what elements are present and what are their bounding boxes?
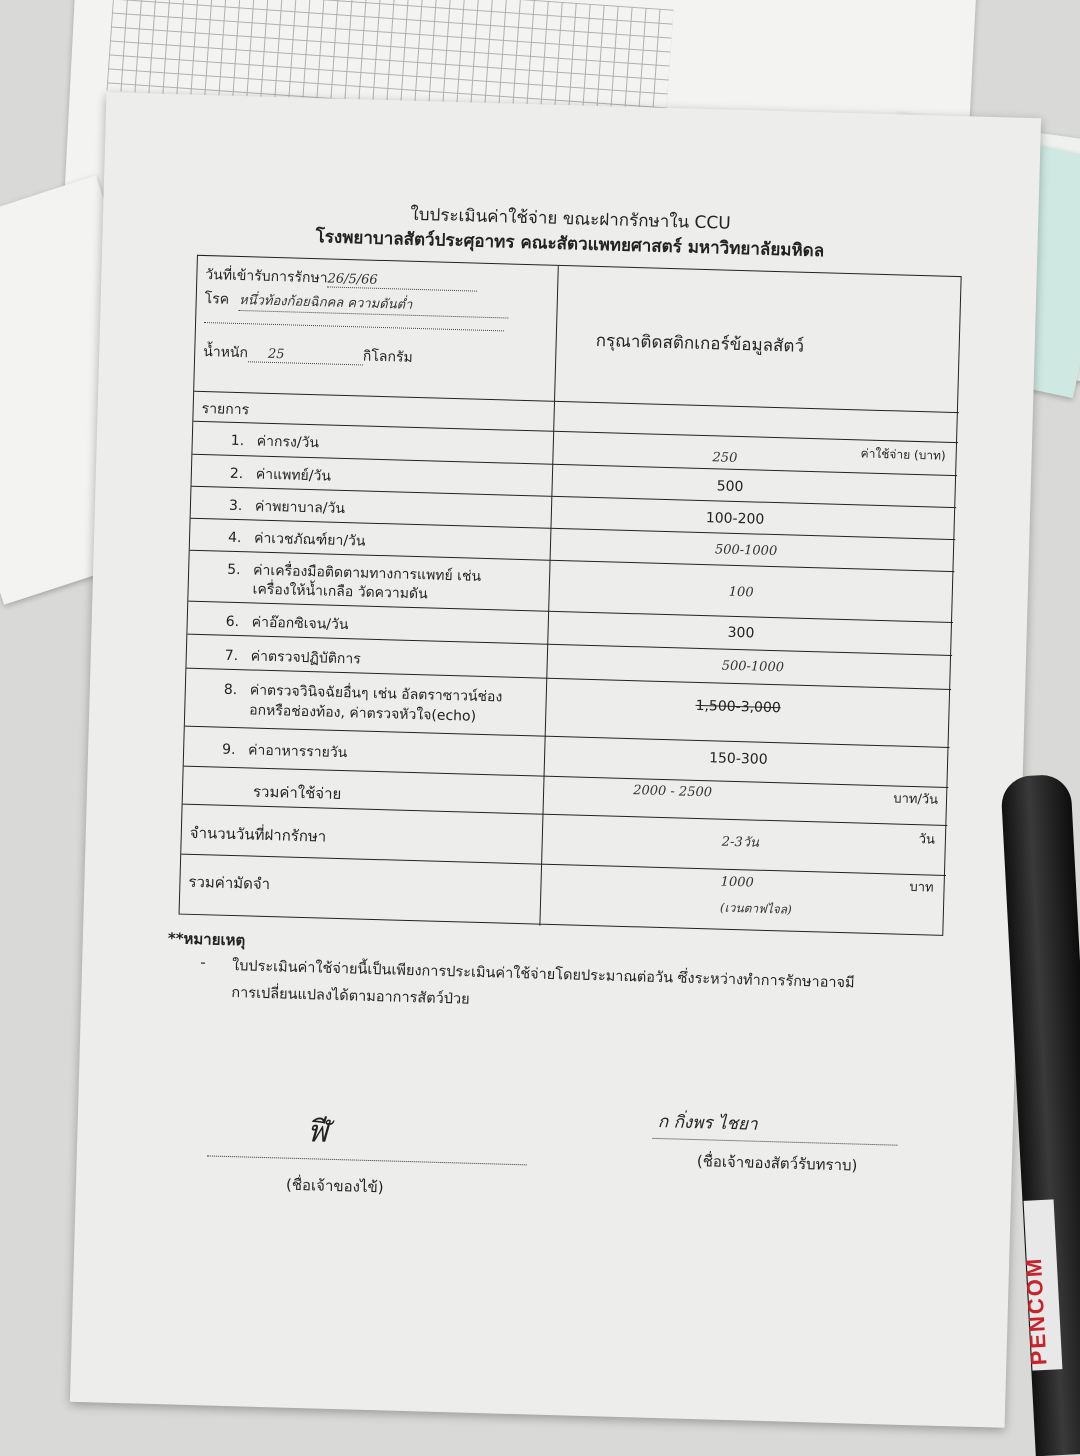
disease-value: หนึ่วท้องก้อยฉิกคล ความดันต่ำ [239,289,510,319]
total-unit: บาท/วัน [893,791,939,808]
left-signature-line [207,1155,527,1165]
item-cost: 500-1000 [721,658,785,676]
remarks-line2: การเปลี่ยนแปลงได้ตามอาการสัตว์ป่วย [231,985,470,1008]
weight-unit: กิโลกรัม [362,348,413,366]
cost-form-table [179,255,962,936]
cost-estimate-document [70,92,1041,1428]
total-label: รวมค่าใช้จ่าย [252,782,342,804]
days-unit: วัน [918,832,936,848]
right-signature: ก กิ่งพร ไชยา [657,1112,758,1135]
list-item: 3. ค่าพยาบาล/วัน [228,497,346,518]
list-item: 2. ค่าแพทย์/วัน [229,465,332,485]
left-signature-caption: (ชื่อเจ้าของไข้) [285,1175,384,1197]
deposit-note: (เวนตาฟไจล) [719,900,792,917]
list-item: 7. ค่าตรวจปฏิบัติการ [224,647,361,668]
list-item: 4. ค่าเวชภัณฑ์ยา/วัน [227,529,366,550]
list-item-line2: อกหรือช่องท้อง, ค่าตรวจหัวใจ(echo) [249,702,477,725]
remarks-heading: **หมายเหตุ [167,929,246,950]
hospital-name: โรงพยาบาลสัตว์ประศุอาทร คณะสัตวแพทยศาสตร์ มหาวิทยาลัยมหิดล [315,227,825,262]
list-item: 5. ค่าเครื่องมือติดตามทางการแพทย์ เช่น [226,561,482,585]
days-value: 2-3วัน [721,834,760,851]
item-cost: 300 [727,624,755,642]
deposit-label: รวมค่ามัดจำ [188,872,271,894]
remarks-bullet: - [199,953,206,972]
item-cost: 500 [716,478,744,496]
item-cost: 100 [728,584,754,601]
list-item: 1. ค่ากรง/วัน [230,432,320,452]
remarks-line1: ใบประเมินค่าใช้จ่ายนี้เป็นเพียงการประเมินค่าใช้จ่ายโดยประมาณต่อวัน ซึ่งระหว่างทำการรักษาอาจมี [231,958,855,992]
list-item: 9. ค่าอาหารรายวัน [221,741,348,762]
item-cost: 250 [712,450,738,466]
disease-label: โรค [204,291,230,308]
cost-header: ค่าใช้จ่าย (บาท) [860,446,946,463]
weight-label: น้ำหนัก [203,344,249,362]
weight-value: 25 [248,346,363,365]
document-title: ใบประเมินค่าใช้จ่าย ขณะฝากรักษาใน CCU [410,204,732,234]
total-value: 2000 - 2500 [632,783,713,801]
sticker-placeholder: กรุณาติดสติกเกอร์ข้อมูลสัตว์ [595,330,805,357]
left-signature: ฬี [307,1114,329,1150]
admit-date-value: 26/5/66 [327,271,477,291]
right-signature-line [652,1138,897,1146]
days-label: จำนวนวันที่ฝากรักษา [189,823,327,846]
item-cost: 100-200 [705,510,765,528]
item-cost: 1,500-3,000 [695,697,781,717]
list-item-line2: เครื่องให้น้ำเกลือ วัดความดัน [252,581,428,603]
right-signature-caption: (ชื่อเจ้าของสัตว์รับทราบ) [696,1152,858,1175]
list-item: 8. ค่าตรวจวินิจฉัยอื่นๆ เช่น อัลตราซาวน์ช่อง [223,681,503,706]
deposit-value: 1000 [720,874,754,891]
weight-field [203,341,413,369]
item-cost: 150-300 [708,750,768,768]
deposit-unit: บาท [909,879,934,896]
list-item: 6. ค่าอ๊อกซิเจน/วัน [225,613,349,634]
item-cost: 500-1000 [714,542,778,560]
admit-date-label: วันที่เข้ารับการรักษา [205,267,328,287]
items-header: รายการ [201,400,250,419]
pen-brand-text: PENCOM [1020,1256,1052,1366]
